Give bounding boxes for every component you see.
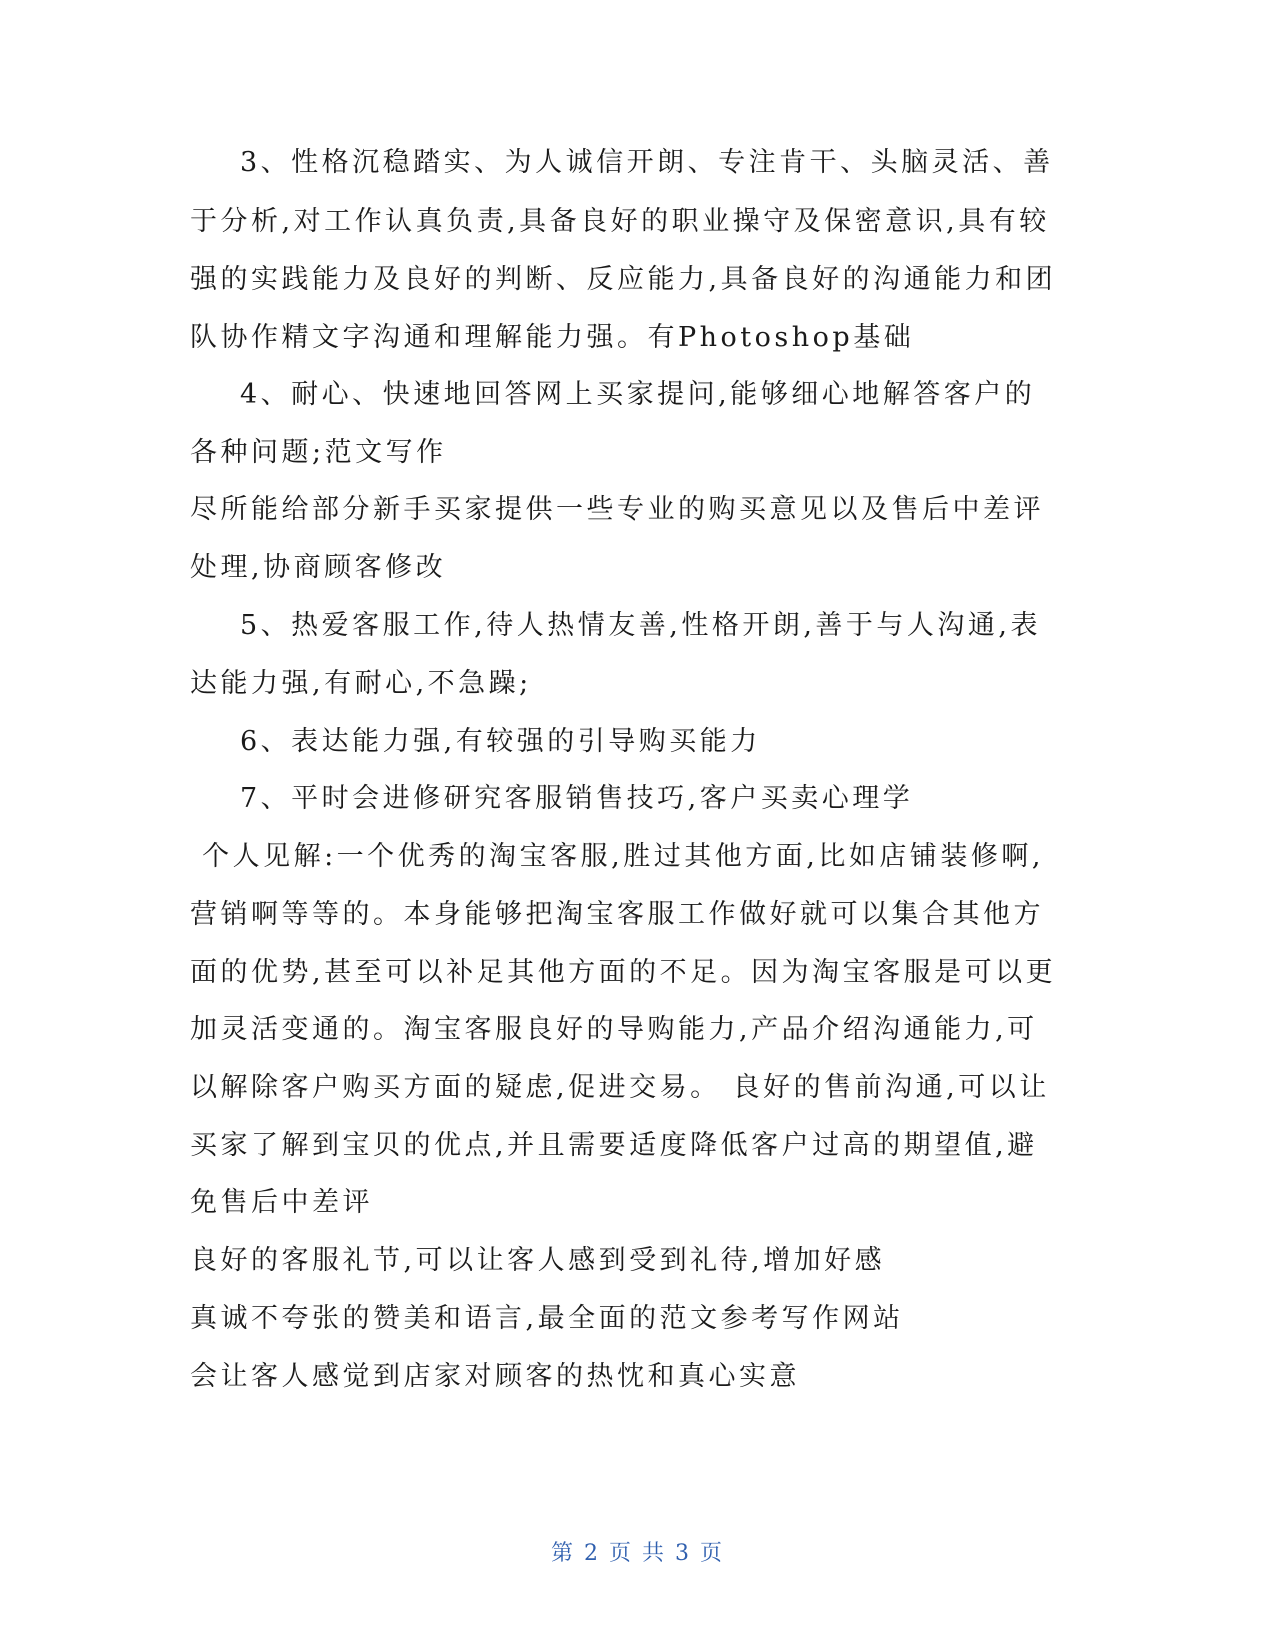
text-line: 4、耐心、快速地回答网上买家提问,能够细心地解答客户的 [240,379,1036,410]
text-line: 以解除客户购买方面的疑虑,促进交易。 良好的售前沟通,可以让 [190,1072,1050,1103]
text-line: 个人见解:一个优秀的淘宝客服,胜过其他方面,比如店铺装修啊, [190,841,1044,872]
text-line: 加灵活变通的。淘宝客服良好的导购能力,产品介绍沟通能力,可 [190,1014,1038,1045]
text-line: 各种问题;范文写作 [190,437,447,468]
text-line: 3、性格沉稳踏实、为人诚信开朗、专注肯干、头脑灵活、善 [240,147,1054,178]
text-line: 7、平时会进修研究客服销售技巧,客户买卖心理学 [240,783,914,814]
text-line: 处理,协商顾客修改 [190,552,447,583]
text-line: 买家了解到宝贝的优点,并且需要适度降低客户过高的期望值,避 [190,1130,1038,1161]
text-line: 营销啊等等的。本身能够把淘宝客服工作做好就可以集合其他方 [190,899,1044,930]
text-line: 会让客人感觉到店家对顾客的热忱和真心实意 [190,1361,800,1392]
page-number-footer: 第 2 页 共 3 页 [551,1541,724,1566]
text-line: 达能力强,有耐心,不急躁; [190,668,532,699]
text-line: 真诚不夸张的赞美和语言,最全面的范文参考写作网站 [190,1303,904,1334]
text-line: 良好的客服礼节,可以让客人感到受到礼待,增加好感 [190,1245,886,1276]
text-line: 强的实践能力及良好的判断、反应能力,具备良好的沟通能力和团 [190,264,1057,295]
text-line: 面的优势,甚至可以补足其他方面的不足。因为淘宝客服是可以更 [190,957,1057,988]
text-line: 免售后中差评 [190,1187,373,1218]
text-line: 尽所能给部分新手买家提供一些专业的购买意见以及售后中差评 [190,494,1044,525]
text-line: 队协作精文字沟通和理解能力强。有Photoshop基础 [190,322,915,353]
text-line: 5、热爱客服工作,待人热情友善,性格开朗,善于与人沟通,表 [240,610,1042,641]
text-line: 6、表达能力强,有较强的引导购买能力 [240,726,761,757]
text-line: 于分析,对工作认真负责,具备良好的职业操守及保密意识,具有较 [190,206,1050,237]
